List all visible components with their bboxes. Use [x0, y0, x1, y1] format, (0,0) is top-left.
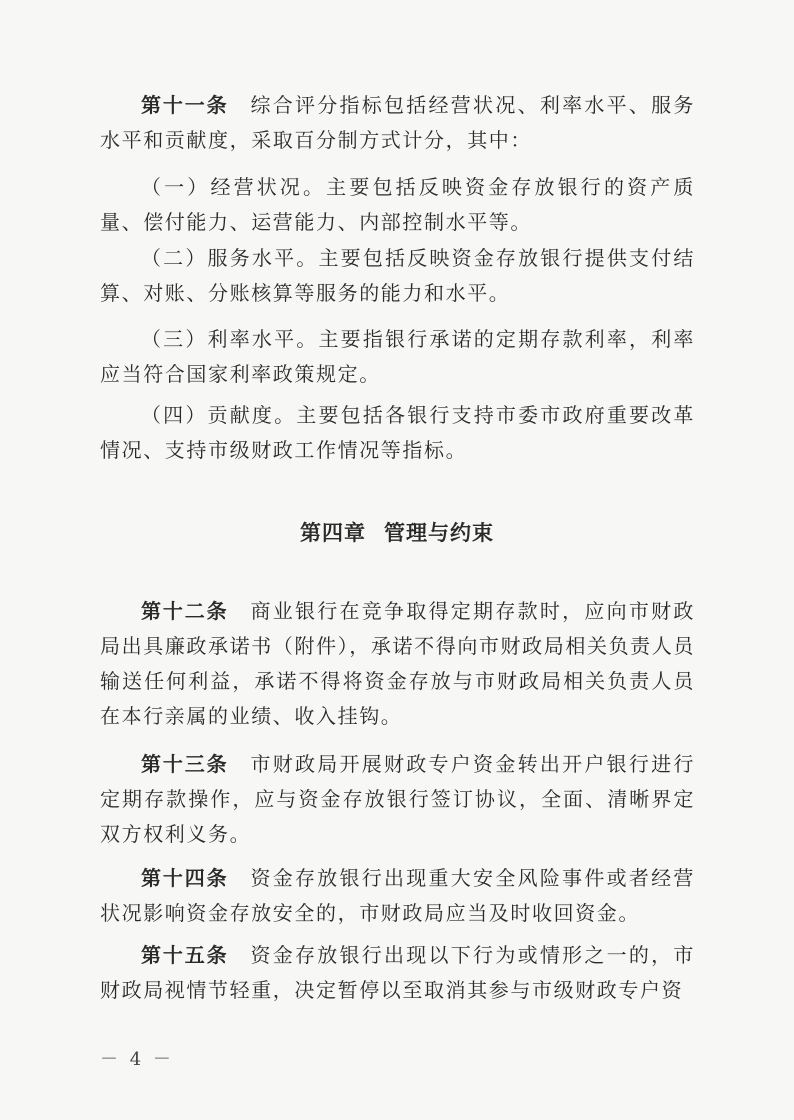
article-11-paragraph [100, 88, 695, 158]
item-4-paragraph: （四）贡献度。主要包括各银行支持市委市政府重要改革情况、支持市级财政工作情况等指标。 [100, 403, 695, 462]
chapter-number: 第四章 [300, 521, 366, 545]
article-12-label: 第十二条 [141, 599, 229, 623]
article-12-text: 商业银行在竞争取得定期存款时，应向市财政局出具廉政承诺书（附件），承诺不得向市财政局相关负责人员输送任何利益，承诺不得将资金存放与市财政局相关负责人员在本行亲属的业绩、收入挂钩。 [100, 599, 695, 728]
article-11-label: 第十一条 [141, 93, 229, 117]
chapter-heading [0, 517, 794, 547]
item-3-paragraph: （三）利率水平。主要指银行承诺的定期存款利率，利率应当符合国家利率政策规定。 [100, 327, 695, 386]
article-14-text: 资金存放银行出现重大安全风险事件或者经营状况影响资金存放安全的，市财政局应当及时收回资金。 [100, 866, 695, 925]
page-number: － 4 － [100, 1049, 174, 1070]
item-2-paragraph: （二）服务水平。主要包括反映资金存放银行提供支付结算、对账、分账核算等服务的能力和水平。 [100, 246, 695, 305]
article-11-text: 综合评分指标包括经营状况、利率水平、服务水平和贡献度，采取百分制方式计分，其中： [100, 93, 695, 152]
article-12-paragraph [100, 594, 695, 734]
article-15-paragraph [100, 938, 695, 1008]
article-14-paragraph [100, 861, 695, 931]
article-15-text: 资金存放银行出现以下行为或情形之一的，市财政局视情节轻重，决定暂停以至取消其参与市级财政专户资 [100, 943, 695, 1002]
article-13-paragraph [100, 747, 695, 852]
article-14-label: 第十四条 [141, 866, 229, 890]
chapter-title: 管理与约束 [384, 521, 494, 545]
article-13-text: 市财政局开展财政专户资金转出开户银行进行定期存款操作，应与资金存放银行签订协议，全面、清晰界定双方权利义务。 [100, 752, 695, 846]
article-13-label: 第十三条 [141, 752, 229, 776]
item-1-paragraph: （一）经营状况。主要包括反映资金存放银行的资产质量、偿付能力、运营能力、内部控制水平等。 [100, 175, 695, 234]
article-15-label: 第十五条 [141, 943, 229, 967]
